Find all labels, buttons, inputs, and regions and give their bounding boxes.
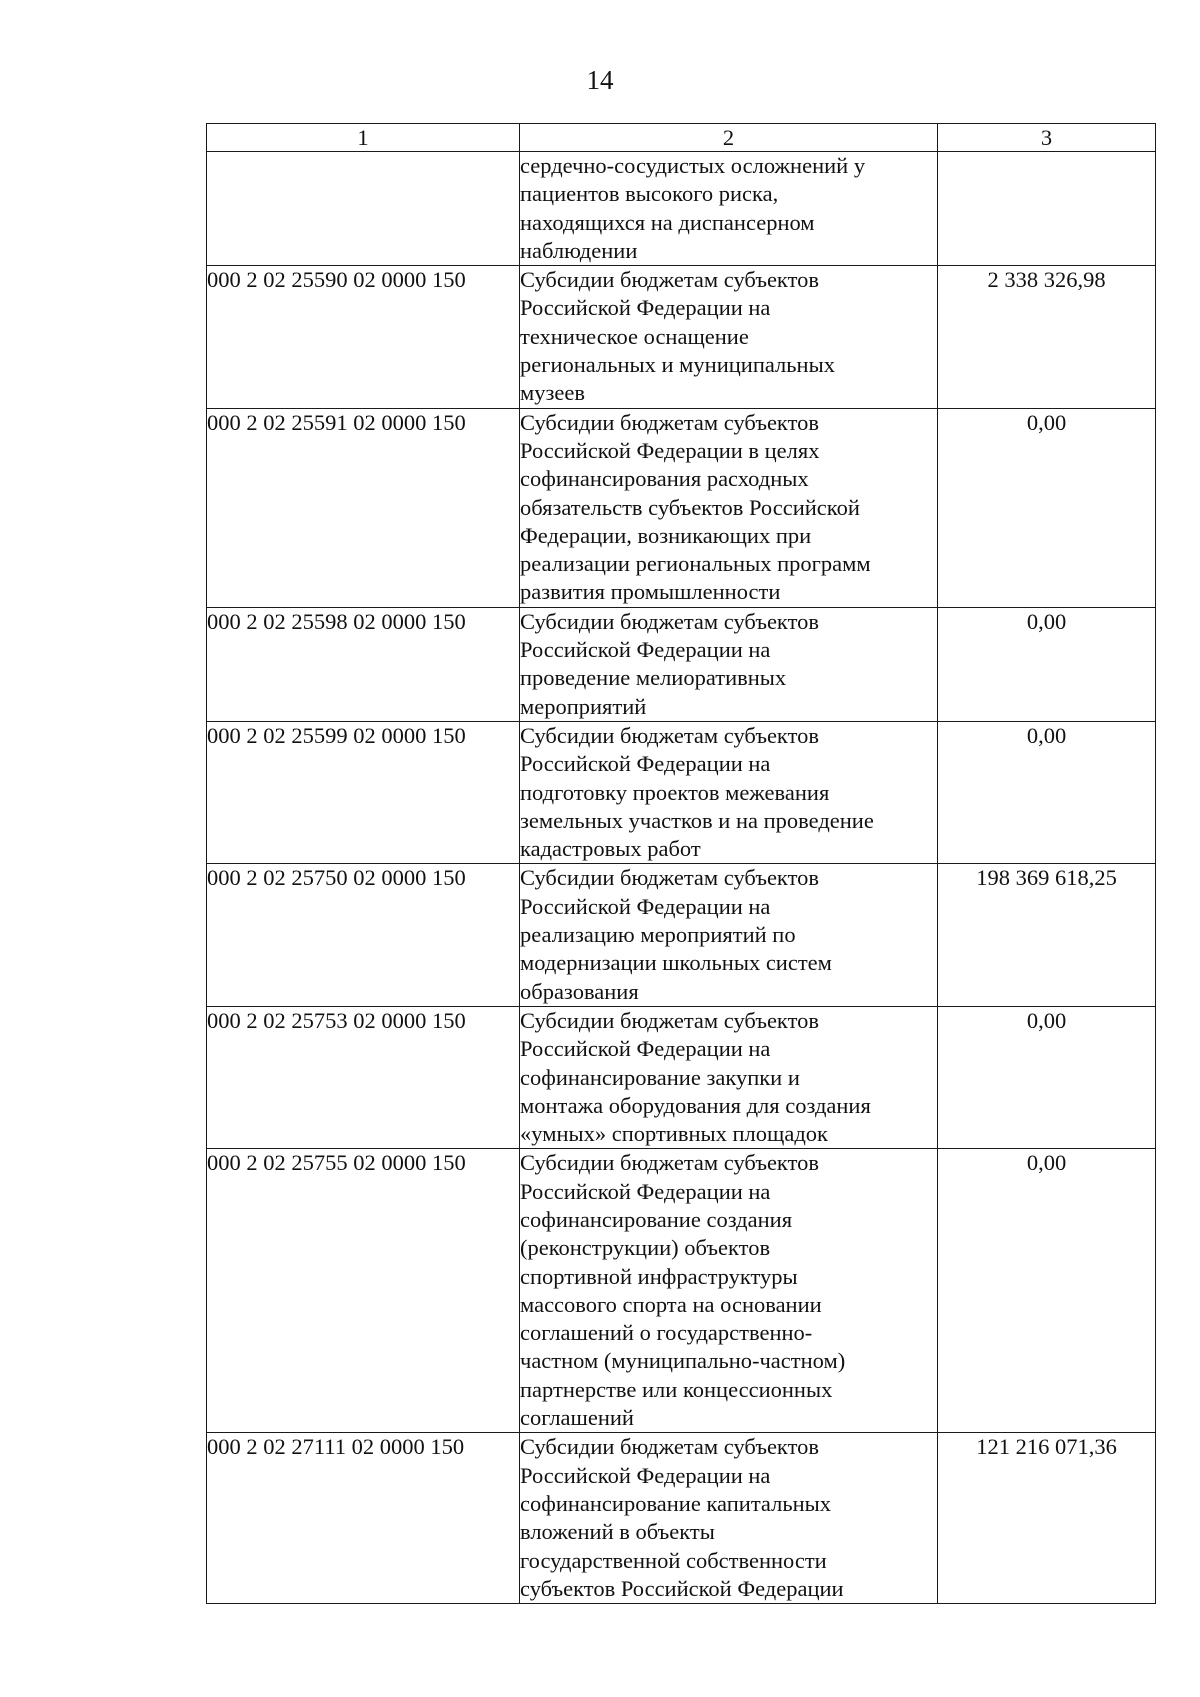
description-line: наблюдении: [520, 237, 638, 263]
description-line: сердечно-сосудистых осложнений у: [520, 153, 866, 178]
row-description-cell: [520, 266, 938, 408]
description-line: (реконструкции) объектов: [520, 1235, 771, 1261]
description-line: соглашений: [520, 1405, 634, 1431]
table-row: [207, 1006, 1156, 1148]
description-line: образования: [520, 978, 639, 1004]
description-line: субъектов Российской Федерации: [520, 1575, 844, 1601]
description-line: кадастровых работ: [520, 836, 701, 862]
description-line: Федерации, возникающих при: [520, 522, 812, 548]
table-row: [207, 152, 1156, 266]
row-description-cell: [520, 1149, 938, 1433]
row-description-cell: [520, 152, 938, 266]
table-body: [207, 152, 1156, 1604]
description-line: техническое оснащение: [520, 323, 749, 349]
description-line: партнерстве или концессионных: [520, 1376, 833, 1402]
row-amount-cell: 121 216 071,36: [938, 1433, 1156, 1604]
description-line: проведение мелиоративных: [520, 665, 787, 691]
row-amount-cell: 198 369 618,25: [938, 864, 1156, 1006]
table-row: [207, 1149, 1156, 1433]
description-line: Российской Федерации на: [520, 637, 771, 663]
row-description-cell: [520, 607, 938, 721]
row-code-cell: 000 2 02 25591 02 0000 150: [207, 408, 520, 607]
row-amount-cell: 0,00: [938, 721, 1156, 863]
row-amount-cell: 0,00: [938, 408, 1156, 607]
description-line: софинансирование капитальных: [520, 1490, 832, 1516]
description-line: региональных и муниципальных: [520, 352, 835, 378]
description-line: Субсидии бюджетам субъектов: [520, 409, 819, 435]
row-amount-cell: 0,00: [938, 607, 1156, 721]
description-line: реализации региональных программ: [520, 551, 871, 577]
description-line: монтажа оборудования для создания: [520, 1092, 871, 1118]
row-code-cell: [207, 152, 520, 266]
row-code-cell: 000 2 02 25750 02 0000 150: [207, 864, 520, 1006]
row-code-cell: 000 2 02 25590 02 0000 150: [207, 266, 520, 408]
description-line: софинансирования расходных: [520, 466, 809, 492]
table-row: [207, 864, 1156, 1006]
description-line: Российской Федерации на: [520, 1462, 771, 1488]
description-line: Субсидии бюджетам субъектов: [520, 1007, 819, 1033]
description-line: Субсидии бюджетам субъектов: [520, 865, 819, 891]
description-line: спортивной инфраструктуры: [520, 1263, 798, 1289]
row-amount-cell: 2 338 326,98: [938, 266, 1156, 408]
table-row: [207, 266, 1156, 408]
row-code-cell: 000 2 02 25755 02 0000 150: [207, 1149, 520, 1433]
description-line: Российской Федерации в целях: [520, 437, 820, 463]
description-line: Российской Федерации на: [520, 1178, 771, 1204]
description-line: массового спорта на основании: [520, 1291, 822, 1317]
row-amount-cell: 0,00: [938, 1006, 1156, 1148]
description-line: мероприятий: [520, 693, 647, 719]
column-header-2: 2: [520, 124, 938, 152]
row-code-cell: 000 2 02 27111 02 0000 150: [207, 1433, 520, 1604]
description-line: развития промышленности: [520, 579, 781, 605]
table-row: [207, 721, 1156, 863]
description-line: подготовку проектов межевания: [520, 779, 830, 805]
table-row: [207, 1433, 1156, 1604]
description-line: Субсидии бюджетам субъектов: [520, 1434, 819, 1460]
description-line: Российской Федерации на: [520, 295, 771, 321]
column-header-1: 1: [207, 124, 520, 152]
description-line: обязательств субъектов Российской: [520, 494, 860, 520]
description-line: находящихся на диспансерном: [520, 209, 815, 235]
description-line: софинансирование закупки и: [520, 1064, 800, 1090]
description-line: соглашений о государственно-: [520, 1320, 813, 1346]
description-line: Субсидии бюджетам субъектов: [520, 722, 819, 748]
description-line: земельных участков и на проведение: [520, 807, 874, 833]
description-line: Российской Федерации на: [520, 893, 771, 919]
row-code-cell: 000 2 02 25753 02 0000 150: [207, 1006, 520, 1148]
row-description-cell: [520, 408, 938, 607]
row-description-cell: [520, 1433, 938, 1604]
description-line: Российской Федерации на: [520, 751, 771, 777]
row-amount-cell: 0,00: [938, 1149, 1156, 1433]
description-line: государственной собственности: [520, 1547, 827, 1573]
description-line: софинансирование создания: [520, 1206, 793, 1232]
column-header-3: 3: [938, 124, 1156, 152]
table-row: [207, 408, 1156, 607]
description-line: вложений в объекты: [520, 1519, 715, 1545]
description-line: Субсидии бюджетам субъектов: [520, 267, 819, 293]
row-description-cell: [520, 1006, 938, 1148]
description-line: частном (муниципально-частном): [520, 1348, 846, 1374]
description-line: Субсидии бюджетам субъектов: [520, 608, 819, 634]
row-code-cell: 000 2 02 25598 02 0000 150: [207, 607, 520, 721]
page-number: 14: [586, 65, 614, 95]
description-line: музеев: [520, 380, 585, 406]
description-line: Российской Федерации на: [520, 1036, 771, 1062]
description-line: Субсидии бюджетам субъектов: [520, 1150, 819, 1176]
budget-table: [206, 123, 1156, 1604]
row-description-cell: [520, 721, 938, 863]
row-amount-cell: [938, 152, 1156, 266]
table-header-row: [207, 124, 1156, 152]
description-line: пациентов высокого риска,: [520, 181, 779, 207]
table-row: [207, 607, 1156, 721]
description-line: «умных» спортивных площадок: [520, 1121, 828, 1147]
row-description-cell: [520, 864, 938, 1006]
description-line: реализацию мероприятий по: [520, 922, 796, 948]
row-code-cell: 000 2 02 25599 02 0000 150: [207, 721, 520, 863]
description-line: модернизации школьных систем: [520, 950, 832, 976]
